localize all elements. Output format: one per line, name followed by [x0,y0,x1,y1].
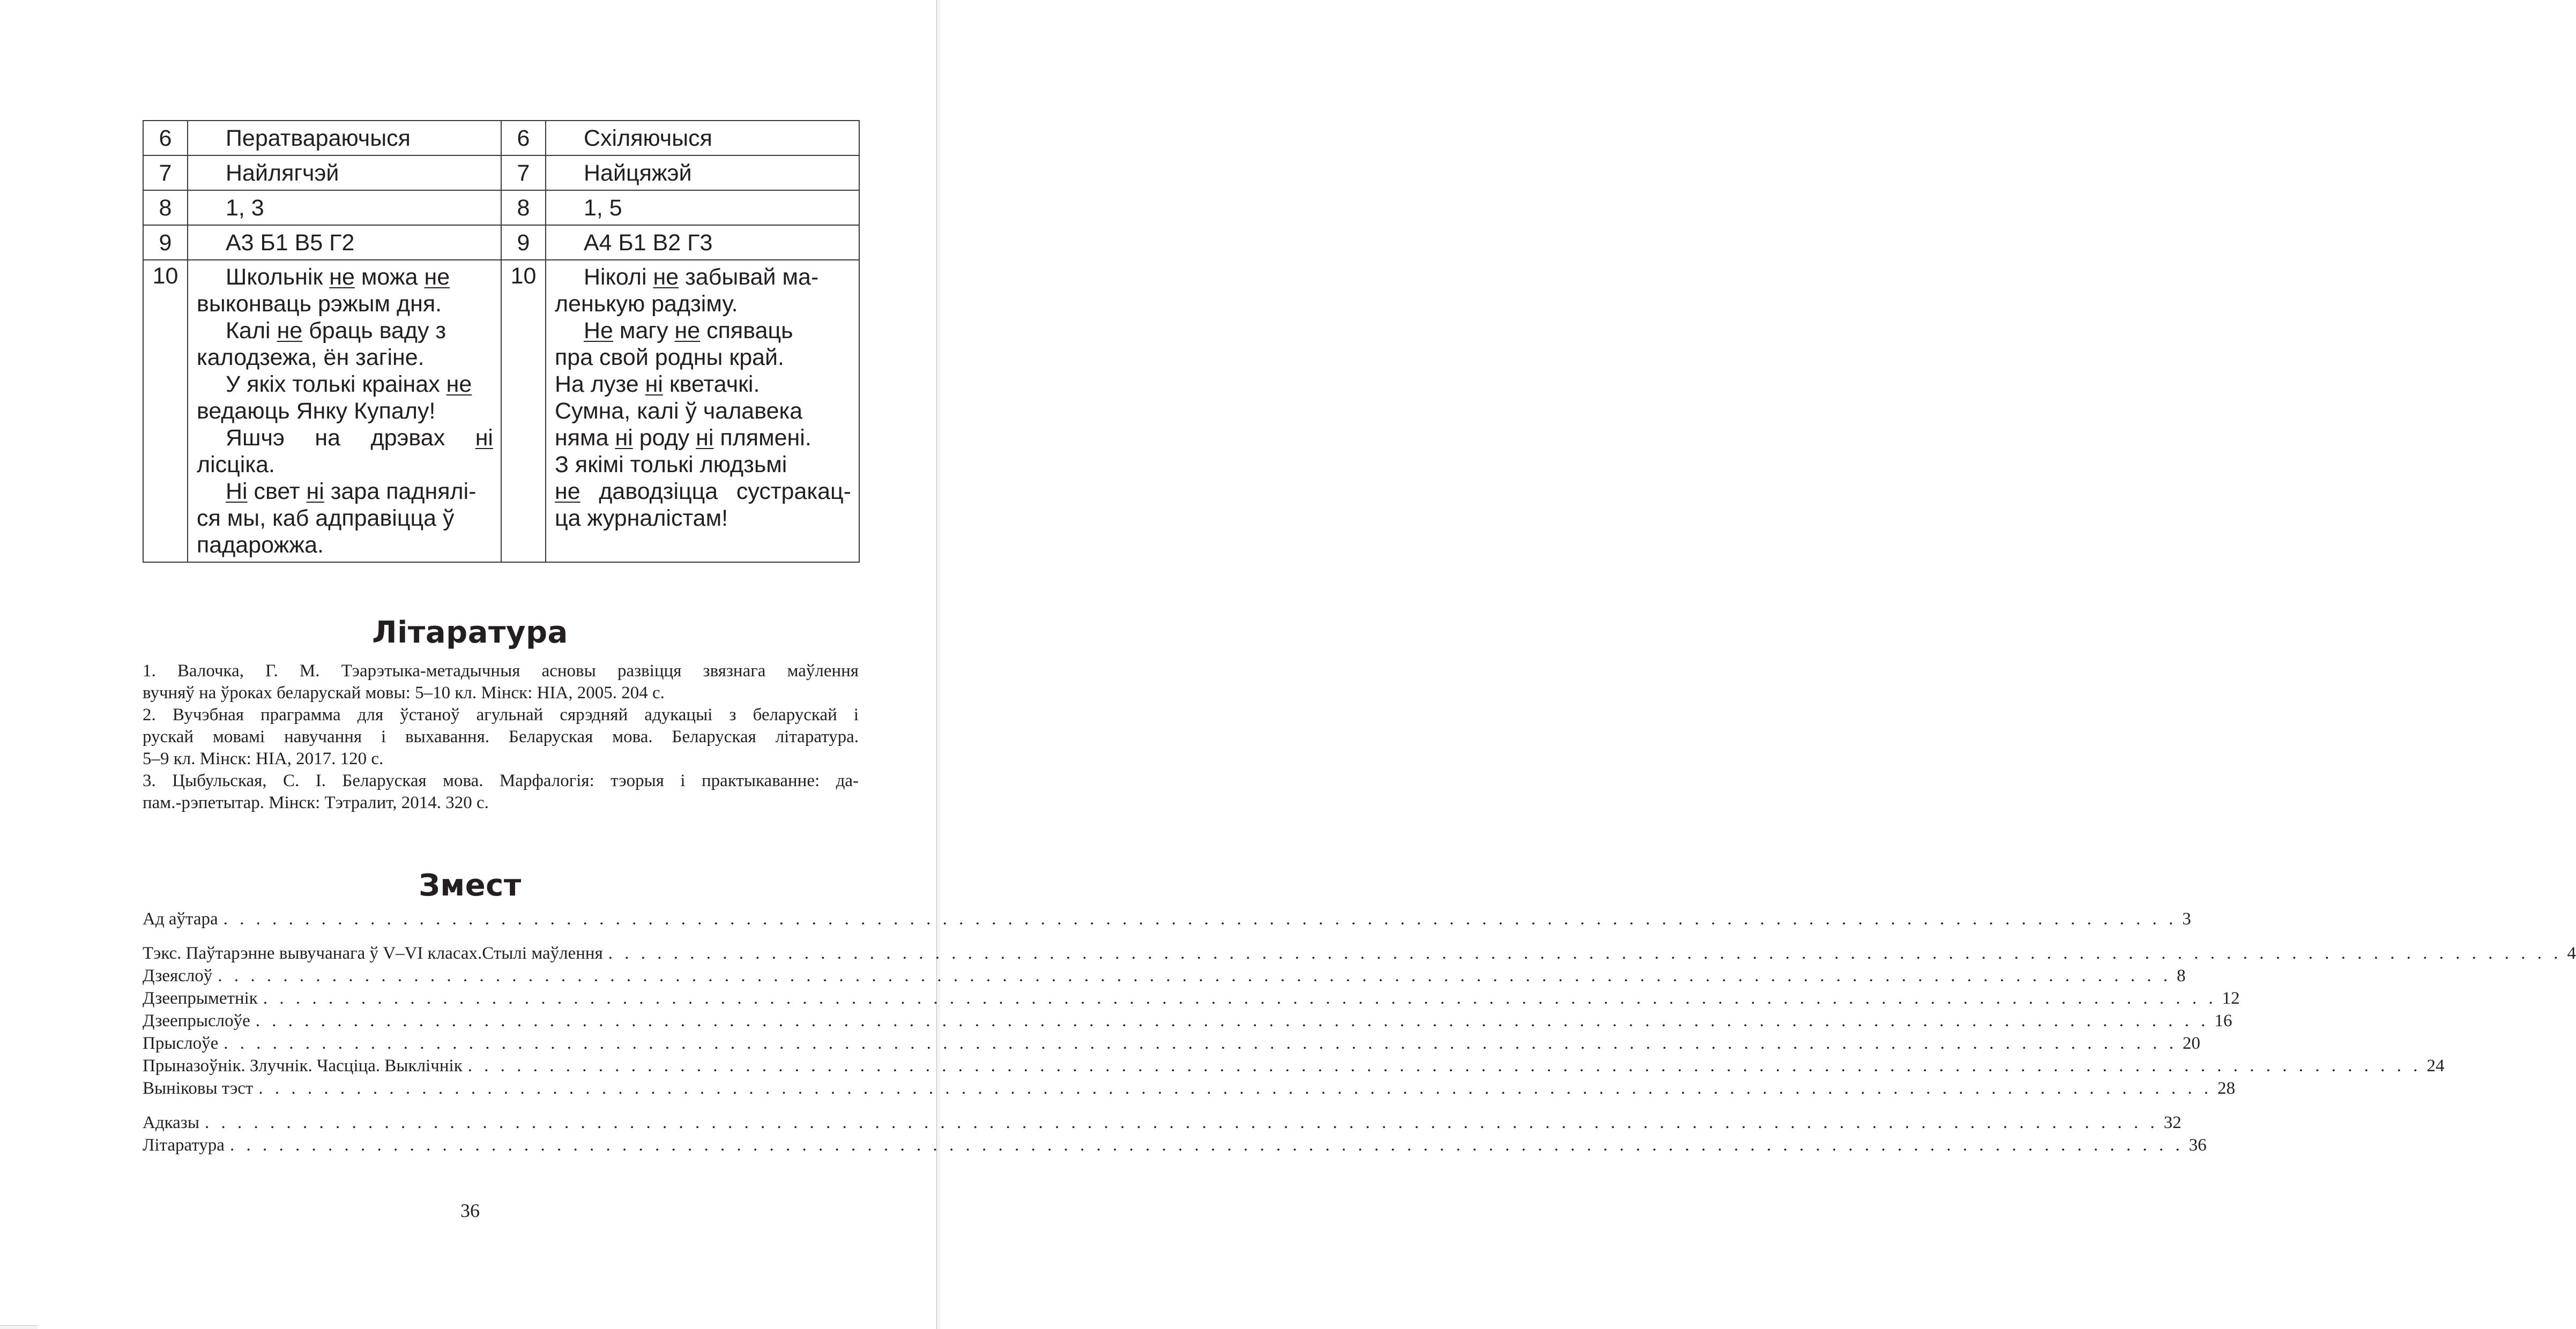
table-row [143,225,859,260]
answer-line [555,478,851,505]
underlined-particle: ні [615,425,633,451]
answer-line [197,317,493,344]
text-run: даводзіцца сустракац- [580,479,851,504]
toc-leader-dots: . . . . . . . . . . . . . . . . . . . . . . . . . . . . . . . . . . . . . . . . . . . . . . . . . . . . . . . . . . . . . . . . . . . . . . . . . . . . . . . . . . . . . . . . . . . . . . . . . . . . . . . . . . . . . . . . . . . . . . . . [258,1079,2213,1098]
toc-entry [143,1134,2207,1156]
reference-line: 5–9 кл. Мінск: НІА, 2017. 120 с. [143,749,384,768]
reference-line: пам.-рэпетытар. Мінск: Тэтралит, 2014. 320 с. [143,793,489,812]
text-run: можа [354,264,425,290]
answer-line [197,424,493,451]
table-row [143,190,859,225]
answer-line [555,371,851,398]
answer-line [555,264,851,290]
reference-item [143,704,859,770]
answer-line: выконваць рэжым дня. [197,291,442,317]
crop-mark [0,1325,38,1329]
question-number: 8 [143,190,188,225]
toc-entry-title: Прыслоўе [143,1034,219,1053]
question-number: 6 [143,121,188,155]
reference-line: 3. Цыбульская, С. І. Беларуская мова. Марфалогія: тэорыя і практыкаванне: да- [143,771,859,790]
text-run: браць ваду з [302,318,446,344]
toc-entry-title: Прыназоўнік. Злучнік. Часціца. Выклічнік [143,1056,463,1076]
toc-leader-dots: . . . . . . . . . . . . . . . . . . . . . . . . . . . . . . . . . . . . . . . . . . . . . . . . . . . . . . . . . . . . . . . . . . . . . . . . . . . . . . . . . . . . . . . . . . . . . . . . . . . . . . . . . . . . . . . . . . . . . . . . [467,1056,2422,1076]
toc-entry-title: Дзеепрыслоўе [143,1011,250,1031]
answer-cell: Найцяжэй [546,155,859,190]
toc-entry-title: Выніковы тэст [143,1079,254,1098]
toc-entry-page: 8 [2177,966,2186,985]
toc-entry [143,1055,2445,1077]
answer-cell: А4 Б1 В2 Г3 [546,225,859,260]
underlined-particle: не [674,318,701,344]
toc-entry [143,987,2240,1010]
toc-entry-page: 16 [2214,1011,2232,1031]
question-number: 10 [501,260,546,562]
toc-entry-title: Адказы [143,1113,200,1132]
question-number: 6 [501,121,546,155]
toc-entry [143,965,2186,987]
reference-line: вучняў на ўроках беларускай мовы: 5–10 кл. Мінск: НІА, 2005. 204 с. [143,683,665,703]
text-run: магу [613,318,675,344]
toc-entry-title: Дзеяслоў [143,966,213,985]
table-row [143,260,859,562]
answers-table [143,120,860,563]
text-run: зара паднялі- [324,479,477,504]
underlined-particle: не [653,264,679,290]
toc-entry-page: 20 [2183,1034,2201,1053]
toc-entry-page: 32 [2163,1113,2182,1132]
answer-line: пра свой родны край. [555,345,784,370]
toc-entry [143,1010,2232,1032]
text-run: Калі [226,318,277,344]
text-run: На лузе [555,371,645,397]
text-run: свет [247,479,307,504]
toc-entry-page: 3 [2182,909,2191,929]
text-run: кветачкі. [662,371,760,397]
text-run: Яшчэ на дрэвах [226,425,475,451]
text-run: няма [555,425,615,451]
question-number: 7 [143,155,188,190]
toc-entry [143,908,2191,930]
underlined-particle: не [446,371,472,397]
table-of-contents [143,908,2576,1156]
question-number: 9 [143,225,188,260]
underlined-particle: Ні [226,479,248,504]
toc-leader-dots: . . . . . . . . . . . . . . . . . . . . . . . . . . . . . . . . . . . . . . . . . . . . . . . . . . . . . . . . . . . . . . . . . . . . . . . . . . . . . . . . . . . . . . . . . . . . . . . . . . . . . . . . . . . . . . . . . . . . . . . . [218,966,2172,985]
toc-spacer [143,1100,859,1111]
text-run: плямені. [713,425,811,451]
toc-entry-page: 36 [2188,1136,2207,1155]
answer-line [197,478,493,505]
text-run: Сумна, калі ў чалавека [555,398,803,424]
text-run: Школьнік [226,264,330,290]
answer-cell: 1, 3 [188,190,501,225]
answer-line [197,264,493,290]
question-number: 7 [501,155,546,190]
toc-leader-dots: . . . . . . . . . . . . . . . . . . . . . . . . . . . . . . . . . . . . . . . . . . . . . . . . . . . . . . . . . . . . . . . . . . . . . . . . . . . . . . . . . . . . . . . . . . . . . . . . . . . . . . . . . . . . . . . . . . . . . . . . [255,1011,2209,1031]
page-number: 36 [460,1200,480,1221]
toc-entry-page: 24 [2426,1056,2445,1076]
underlined-particle: не [424,264,450,290]
text-run: забывай ма- [679,264,819,290]
table-row [143,121,859,155]
text-run: спяваць [700,318,793,344]
answer-line: падарожжа. [197,532,324,558]
underlined-particle: не [277,318,303,344]
underlined-particle: Не [584,318,613,344]
answer-line: ленькую радзіму. [555,291,738,317]
toc-leader-dots: . . . . . . . . . . . . . . . . . . . . . . . . . . . . . . . . . . . . . . . . . . . . . . . . . . . . . . . . . . . . . . . . . . . . . . . . . . . . . . . . . . . . . . . . . . . . . . . . . . . . . . . . . . . . . . . . . . . . . . . . [263,989,2217,1008]
answer-sentences-right [546,260,859,562]
toc-entry-page: 12 [2222,989,2240,1008]
toc-entry [143,1032,2201,1055]
reference-item [143,770,859,814]
question-number: 10 [143,260,188,562]
answers-table-body [143,121,859,562]
answer-line [555,424,851,451]
literature-heading: Літаратура [372,615,568,650]
text-run: У якіх толькі краінах [226,371,446,397]
answer-cell: Найлягчэй [188,155,501,190]
toc-entry-title: Тэкс. Паўтарэнне вывучанага ў V–VI класах.Стылі маўлення [143,944,603,963]
answer-cell: А3 Б1 В5 Г2 [188,225,501,260]
toc-entry [143,1111,2182,1134]
toc-leader-dots: . . . . . . . . . . . . . . . . . . . . . . . . . . . . . . . . . . . . . . . . . . . . . . . . . . . . . . . . . . . . . . . . . . . . . . . . . . . . . . . . . . . . . . . . . . . . . . . . . . . . . . . . . . . . . . . . . . . . . . . . [205,1113,2158,1132]
answer-line [555,451,851,478]
contents-heading: Змест [419,868,522,903]
underlined-particle: ні [475,425,493,451]
answer-line [555,317,851,344]
toc-entry-page: 4 [2567,944,2576,963]
underlined-particle: не [329,264,355,290]
reference-item [143,660,859,704]
answer-line [555,398,851,424]
toc-leader-dots: . . . . . . . . . . . . . . . . . . . . . . . . . . . . . . . . . . . . . . . . . . . . . . . . . . . . . . . . . . . . . . . . . . . . . . . . . . . . . . . . . . . . . . . . . . . . . . . . . . . . . . . . . . . . . . . . . . . . . . . . [608,944,2562,963]
toc-entry-title: Дзеепрыметнік [143,989,258,1008]
answer-cell: Ператвараючыся [188,121,501,155]
reference-line: 1. Валочка, Г. М. Тэарэтыка-метадычныя асновы развіцця звязнага маўлення [143,661,859,681]
answer-line: ца журналістам! [555,505,728,531]
question-number: 8 [501,190,546,225]
answer-line: калодзежа, ён загіне. [197,345,425,370]
toc-entry [143,942,2576,965]
answer-cell: 1, 5 [546,190,859,225]
reference-line: рускай мовамі навучання і выхавання. Беларуская мова. Беларуская літаратура. [143,727,859,746]
text-run: роду [632,425,696,451]
answer-sentences-left [188,260,501,562]
question-number: 9 [501,225,546,260]
toc-entry-title: Літаратура [143,1136,225,1155]
table-row [143,155,859,190]
toc-entry-page: 28 [2217,1079,2236,1098]
answer-cell: Схіляючыся [546,121,859,155]
text-run: З якімі толькі людзьмі [555,452,787,477]
toc-entry [143,1077,2236,1100]
references-list [143,660,859,814]
answer-line [197,371,493,398]
underlined-particle: не [555,479,580,504]
text-run: Ніколі [584,264,653,290]
reference-line: 2. Вучэбная праграмма для ўстаноў агульнай сярэдняй адукацыі з беларускай і [143,705,859,725]
underlined-particle: ні [696,425,714,451]
toc-spacer [143,930,859,942]
answer-line: лісціка. [197,452,275,477]
answer-line: ся мы, каб адправіцца ў [197,505,455,531]
toc-entry-title: Ад аўтара [143,909,218,929]
toc-leader-dots: . . . . . . . . . . . . . . . . . . . . . . . . . . . . . . . . . . . . . . . . . . . . . . . . . . . . . . . . . . . . . . . . . . . . . . . . . . . . . . . . . . . . . . . . . . . . . . . . . . . . . . . . . . . . . . . . . . . . . . . . [223,909,2177,929]
answer-line: ведаюць Янку Купалу! [197,398,436,424]
toc-leader-dots: . . . . . . . . . . . . . . . . . . . . . . . . . . . . . . . . . . . . . . . . . . . . . . . . . . . . . . . . . . . . . . . . . . . . . . . . . . . . . . . . . . . . . . . . . . . . . . . . . . . . . . . . . . . . . . . . . . . . . . . . [229,1136,2184,1155]
underlined-particle: ні [645,371,663,397]
toc-leader-dots: . . . . . . . . . . . . . . . . . . . . . . . . . . . . . . . . . . . . . . . . . . . . . . . . . . . . . . . . . . . . . . . . . . . . . . . . . . . . . . . . . . . . . . . . . . . . . . . . . . . . . . . . . . . . . . . . . . . . . . . . [224,1034,2178,1053]
underlined-particle: ні [306,479,324,504]
